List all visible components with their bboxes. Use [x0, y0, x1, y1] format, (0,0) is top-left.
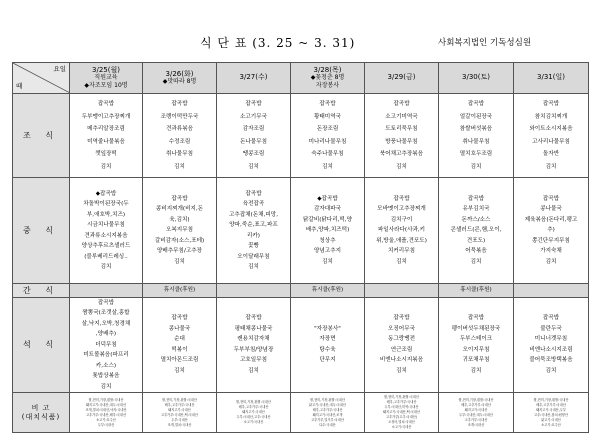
day-date: 3/26(화) — [165, 69, 194, 78]
menu-item: 잡곡밥 — [542, 101, 560, 107]
menu-item: ◆잡곡밥 — [95, 190, 117, 197]
ingredient-origin: 두부:국내산 — [171, 417, 188, 422]
ingredient-origin: 고추가루(고추:국내산) — [385, 415, 418, 419]
menu-item: 깻잎장떡 — [95, 151, 117, 157]
menu-item: 김치 — [545, 367, 557, 374]
menu-item: 잡곡밥 — [542, 315, 560, 322]
ingredient-origin: 두부:국내산,고추:국내산 — [236, 415, 271, 419]
menu-item: 멸치아몬드조림 — [160, 357, 199, 364]
menu-item: 견포도) — [466, 237, 486, 244]
menu-item: 취나물무침 — [462, 138, 490, 145]
day-date: 3/27(수) — [239, 73, 268, 82]
menu-item: 양파,죽순,표고,파프 — [229, 222, 278, 228]
day-header — [217, 63, 291, 94]
lunch-cell — [70, 178, 143, 284]
corner-cell — [13, 63, 70, 94]
dinner-cell — [514, 297, 589, 393]
lunch-cell — [217, 178, 291, 284]
menu-item: 제육볶음(돈다리,팽고 — [524, 216, 578, 223]
menu-item: 차돌박이된장국(두 — [83, 201, 129, 207]
menu-item: 김치 — [396, 258, 407, 265]
breakfast-cell — [70, 94, 143, 178]
snack-cell: 휴시클(후원) — [439, 284, 514, 298]
header-row — [13, 63, 589, 94]
day-event: ◆맛따라 8명 — [162, 78, 197, 85]
menu-item: 참쌀버섯볶음 — [459, 126, 493, 132]
menu-item: 메추리알장조림 — [87, 126, 125, 132]
menu-item: 잡곡밥 — [97, 101, 115, 107]
ingredient-origin: 쌀,현미,기장,흰쌀:국내산 — [533, 397, 569, 402]
dinner-cell — [70, 297, 143, 393]
menu-item: 가지숙채 — [540, 248, 562, 255]
ingredient-origin: 다수:국내산 — [319, 422, 336, 427]
snack-cell — [70, 284, 143, 298]
menu-item: 톳밥상볶음 — [92, 373, 120, 379]
menu-item: 단무지 — [319, 357, 336, 364]
menu-item: 리카) — [247, 232, 260, 239]
menu-item: 양상추후르츠샐러드 — [81, 243, 131, 249]
menu-item: 얼갈이된장국 — [459, 113, 493, 120]
menu-item: 김치 — [248, 264, 259, 270]
day-header — [143, 63, 217, 94]
day-event: 직원교육 — [94, 74, 118, 82]
snack-cell — [217, 284, 291, 298]
menu-item: 짬뽕국(조갯살,홍합 — [82, 310, 130, 316]
day-header — [439, 63, 514, 94]
dinner-cell — [143, 297, 217, 393]
organization-name: 사회복지법인 기독성심원 — [438, 38, 532, 48]
menu-item: 잡곡밥 — [393, 195, 410, 202]
menu-item: 잡곡밥 — [467, 195, 485, 202]
snack-row — [13, 284, 589, 298]
menu-item: 멸치호두조림 — [459, 151, 493, 157]
menu-item: 콩비지찌개(비지,돈 — [155, 206, 204, 213]
ingredient-origin: 배추,고추가루:국내산 — [312, 407, 343, 412]
menu-item: 치커리무침 — [387, 248, 416, 255]
day-event: ◆자조모임 10명 — [84, 81, 128, 89]
snack-cell: 휴시클(후원) — [291, 284, 365, 298]
menu-item: 김치 — [470, 163, 482, 170]
menu-item: 오이지무침 — [462, 346, 490, 353]
menu-item: 미니너겟무침 — [534, 336, 568, 343]
breakfast-row — [13, 94, 589, 178]
menu-item: 갈비감자(소스,포테) — [154, 237, 205, 244]
ingredient-origin: 소고기:호주산 — [96, 417, 116, 422]
ingredient-origin: 조개:국내산 — [467, 422, 485, 427]
menu-item: 미나리나물무침 — [308, 138, 347, 145]
lunch-cell — [439, 178, 514, 284]
ingredient-origin: 돼지고기:국내산,대두:국내산 — [85, 402, 127, 407]
corner-day-label: 요일 — [53, 65, 66, 73]
menu-item: 추) — [547, 227, 555, 234]
menu-item: 두부스테이크 — [459, 336, 493, 343]
menu-item: 수정조림 — [168, 138, 191, 145]
menu-item: 부,애호박,치즈) — [86, 211, 126, 218]
day-event: 자장봉사 — [315, 81, 340, 89]
notes-cell — [70, 393, 143, 433]
menu-item: 콩나물국 — [540, 206, 562, 213]
breakfast-cell — [514, 94, 589, 178]
menu-item: 돈까스/소스 — [461, 216, 491, 223]
menu-item: 돌자반 — [542, 151, 560, 157]
breakfast-cell — [217, 94, 291, 178]
menu-item: 김치 — [174, 258, 185, 265]
ingredient-origin: 배추,고추가루:국내산 — [164, 402, 195, 407]
menu-item: 김치구이 — [390, 216, 413, 223]
notes-cell — [291, 393, 365, 433]
notes-cell — [217, 393, 291, 433]
menu-item: 황태미역국 — [313, 113, 342, 120]
ingredient-origin: 배추,고추가루:국내산 — [536, 402, 566, 407]
menu-item: 김치 — [248, 163, 259, 170]
menu-item: 오복지무침 — [165, 227, 194, 234]
notes-cell — [439, 393, 514, 433]
menu-item: 와이트소시지볶음 — [529, 126, 573, 132]
menu-item: 김치 — [174, 367, 185, 374]
menu-item: 잡곡밥 — [171, 101, 188, 107]
day-header — [514, 63, 589, 94]
ingredient-origin: 쌀,현미,기장,흰쌀:국내산 — [458, 397, 494, 402]
menu-item: 배추,양파,치즈떡) — [305, 227, 350, 234]
ingredient-origin: 소고기:국내산 — [243, 420, 264, 424]
ingredient-origin: 고추가루:국내산 — [464, 417, 488, 422]
menu-item: 땡콩조림 — [242, 151, 265, 157]
menu-item: 김치 — [470, 367, 482, 374]
menu-item: 탕수육 — [319, 346, 336, 353]
menu-item: 잡곡밥 — [542, 195, 560, 202]
menu-item: 김치 — [174, 163, 185, 170]
menu-item: "자장봉사" — [314, 325, 341, 332]
row-label-breakfast: 조 식 — [13, 94, 70, 178]
ingredient-origin: 두부:국내산 — [97, 422, 115, 427]
menu-item: 잡곡밥 — [467, 315, 485, 322]
lunch-cell — [365, 178, 439, 284]
lunch-cell — [514, 178, 589, 284]
title-bar — [0, 28, 600, 52]
ingredient-origin: 쌀,현미,기장,흰쌀:국내산 — [88, 397, 124, 402]
menu-item: 닭갈비(닭다리,떡,양 — [303, 216, 352, 223]
menu-item: 유부김치국 — [462, 206, 490, 213]
menu-item: 고호일무침 — [239, 357, 268, 364]
notes-label: 비 고 (대치식품) — [21, 403, 61, 421]
day-event: ◆꽃청춘 8명 — [310, 74, 345, 82]
menu-item: 잡곡밥 — [319, 101, 336, 107]
menu-item: 양념고추지 — [313, 248, 342, 255]
row-label-dinner: 석 식 — [13, 297, 70, 393]
day-header — [291, 63, 365, 94]
menu-item: 잡곡밥 — [171, 195, 188, 202]
ingredient-origin: 오징어,멸치:국내산 — [388, 420, 415, 424]
ingredient-origin: 소고기:호주산 — [541, 422, 561, 427]
menu-item: 김치 — [396, 367, 407, 374]
ingredient-origin: 돼지고기:국내산 — [168, 407, 191, 412]
menu-item: 모바멧이고추장찌개 — [377, 206, 426, 213]
ingredient-origin: 조개,멸치:국내산,낙지:국내산 — [85, 407, 127, 412]
day-header — [365, 63, 439, 94]
menu-item: 감자조림 — [242, 126, 265, 132]
menu-item: 김치 — [100, 264, 112, 270]
menu-item: 참치김치찌개 — [534, 113, 568, 120]
day-date: 3/28(목) — [313, 65, 342, 74]
menu-item: 김치 — [322, 163, 333, 170]
row-label-lunch: 중 식 — [13, 178, 70, 284]
menu-item: 김치 — [322, 258, 333, 265]
menu-item: 김치 — [100, 383, 112, 390]
dinner-row — [13, 297, 589, 393]
menu-item: 도토리묵무침 — [385, 126, 418, 132]
menu-item: 파일사라다(사과,키 — [377, 227, 426, 234]
dinner-cell — [439, 297, 514, 393]
menu-item: 동그랑땡전 — [387, 336, 416, 343]
ingredient-origin: 돼지고기:국내산 — [464, 407, 488, 412]
menu-item: 시금치나물무침 — [87, 222, 125, 228]
menu-item: (블루베리드레싱.. — [84, 253, 128, 260]
menu-item: 감자대파국 — [313, 206, 342, 213]
snack-cell: 휴시클(후원) — [143, 284, 217, 298]
menu-item: 김치 — [248, 367, 259, 374]
lunch-row — [13, 178, 589, 284]
menu-item: 잡곡밥 — [171, 315, 188, 322]
menu-item: 양배추무침/고추장 — [156, 248, 203, 255]
menu-item: 방풍나물무침 — [385, 138, 418, 145]
menu-item: 꽃빵 — [248, 243, 259, 249]
breakfast-cell — [365, 94, 439, 178]
ingredient-origin: 돼지고기:국내산,두부 — [536, 407, 566, 412]
menu-item: 잡곡밥 — [245, 315, 262, 322]
day-date: 3/25(월) — [92, 65, 120, 74]
ingredient-origin: 고추가루,밀가루:국내산 — [311, 417, 344, 422]
menu-item: 팽이버섯두채된장국 — [451, 325, 501, 332]
day-header — [70, 63, 143, 94]
menu-item: 고추잡채(돈채,피망, — [229, 211, 278, 218]
ingredient-origin: 쌀,현미,기장,흰쌀:국내산 — [162, 397, 197, 402]
ingredient-origin: 고추가루:국내산,배추:국내산 — [85, 412, 127, 417]
ingredient-origin: 배추,고추가루:국내산 — [386, 400, 417, 404]
ingredient-origin: 고추가루:국내산,떡:국내산 — [160, 412, 199, 417]
menu-item: 미트볼볶음(파프리 — [83, 352, 129, 358]
notes-cell — [514, 393, 589, 433]
snack-cell — [514, 284, 589, 298]
menu-item: 블어묵조방택볶음 — [529, 357, 573, 364]
menu-item: 비엔나소시지볶음 — [379, 357, 424, 364]
menu-item: 김치 — [100, 163, 112, 170]
menu-item: 떡볶이 — [171, 346, 188, 353]
menu-item: 평태채콩나물국 — [234, 325, 273, 332]
menu-item: 숙주나물무침 — [311, 151, 344, 157]
menu-item: 연근조림 — [390, 346, 413, 353]
corner-meal-label: 때 — [16, 81, 23, 90]
ingredient-origin: 닭고기:국내산 — [541, 417, 561, 422]
ingredient-origin: 돼지고기:국내산,떡:국내산 — [382, 410, 421, 414]
notes-cell — [143, 393, 217, 433]
menu-item: 북어채고추장볶음 — [379, 151, 424, 157]
menu-item: 육전잡곡 — [242, 201, 265, 207]
dinner-cell — [365, 297, 439, 393]
day-date: 3/29(금) — [387, 73, 416, 82]
menu-item: 김치 — [545, 258, 557, 265]
ingredient-origin: 배추,고추가루:국내산 — [461, 402, 491, 407]
menu-item: ◆잡곡밥 — [317, 195, 338, 202]
menu-item: 불란두국 — [540, 325, 562, 332]
row-label-notes — [13, 393, 70, 433]
lunch-cell — [143, 178, 217, 284]
menu-item: 견과류볶음 — [165, 126, 194, 132]
menu-item: 소고기미역국 — [385, 113, 418, 120]
menu-item: 육,김치) — [169, 216, 190, 223]
menu-item: 귀포채무침 — [462, 357, 490, 364]
ingredient-origin: 소고기:국내산 — [391, 425, 412, 429]
menu-item: 콩나물국 — [168, 325, 191, 332]
menu-item: 잡곡밥 — [393, 101, 410, 107]
menu-item: 순대 — [174, 336, 185, 343]
menu-item: 어묵볶음 — [465, 248, 487, 255]
ingredient-origin: 닭고기:국내산,대두:국내산 — [308, 402, 347, 407]
menu-item: 오이달래무침 — [237, 253, 270, 260]
breakfast-cell — [291, 94, 365, 178]
menu-item: 잡곡밥 — [467, 101, 485, 107]
menu-item: 잡곡밥 — [245, 101, 262, 107]
ingredient-origin: 쌀,현미,기장,흰쌀:국내산 — [310, 397, 345, 402]
breakfast-cell — [143, 94, 217, 178]
menu-item: 콘샐러드(콘,햄,오이, — [450, 227, 502, 234]
ingredient-origin: 조개,멸치:국내산 — [167, 422, 192, 427]
menu-item: 오징어무국 — [387, 325, 416, 332]
ingredient-origin: 고추:국내산,참치:원양산 — [534, 412, 568, 417]
menu-item: 잡곡밥 — [393, 315, 410, 322]
menu-item: 더덕무침 — [95, 341, 117, 348]
menu-item: 두부부침/양념장 — [233, 346, 274, 353]
row-label-snack: 간 식 — [13, 284, 70, 298]
meal-table — [12, 62, 589, 433]
menu-item: 김치 — [470, 258, 482, 265]
menu-item: 비엔나소시지조림 — [529, 346, 573, 353]
page-title: 식 단 표 (3. 25 ~ 3. 31) — [200, 36, 356, 50]
dinner-cell — [217, 297, 291, 393]
menu-item: 김치 — [545, 163, 557, 170]
ingredient-origin: 두부:국내산,대두:국내산 — [459, 412, 493, 417]
menu-item: 잡곡밥 — [245, 190, 262, 197]
menu-item: 김치 — [396, 163, 407, 170]
ingredient-origin: 쌀,현미,기장,흰쌀:국내산 — [384, 395, 419, 399]
dinner-cell — [291, 297, 365, 393]
menu-item: 살,낙지,오박,청경채 — [81, 320, 131, 327]
ingredient-origin: 돼지고기:국내산 — [242, 410, 265, 414]
menu-item: 쫑긴단무지무침 — [532, 237, 570, 244]
menu-item: 카,소스) — [95, 362, 117, 369]
menu-item: 캔용치감자채 — [237, 336, 270, 343]
menu-item: 고사리나물무침 — [532, 138, 570, 145]
menu-item: 견과류소시지볶음 — [84, 232, 128, 239]
menu-item: ,양배추) — [95, 331, 117, 337]
breakfast-cell — [439, 94, 514, 178]
lunch-cell — [291, 178, 365, 284]
menu-item: 돈장조림 — [316, 126, 339, 132]
menu-item: 청상추 — [319, 237, 336, 244]
menu-item: 위,방울,애플,견포도) — [376, 237, 427, 244]
snack-cell — [365, 284, 439, 298]
ingredient-origin: 쌀,현미,기장,흰쌀:국내산 — [236, 400, 271, 404]
ingredient-origin: 배추,고추가루:국내산 — [238, 405, 269, 409]
menu-item: 돈나물무침 — [239, 138, 268, 145]
notes-row — [13, 393, 589, 433]
menu-item: 두부맹이고추장찌개 — [81, 113, 131, 120]
day-date: 3/31(일) — [537, 73, 565, 82]
menu-item: 자장면 — [319, 336, 336, 343]
ingredient-origin: 돼지고기:국내산,조개 — [312, 412, 343, 417]
menu-item: 조랭이떡만두국 — [160, 113, 199, 120]
notes-cell — [365, 393, 439, 433]
menu-item: 소고기무국 — [239, 113, 268, 120]
menu-item: 미역줄나물볶음 — [87, 138, 125, 145]
menu-item: 취나물무침 — [165, 151, 194, 157]
menu-item: 잡곡밥 — [97, 299, 115, 306]
ingredient-origin: 두부:국내산,미역:국내산 — [384, 405, 419, 409]
day-date: 3/30(토) — [462, 73, 490, 82]
